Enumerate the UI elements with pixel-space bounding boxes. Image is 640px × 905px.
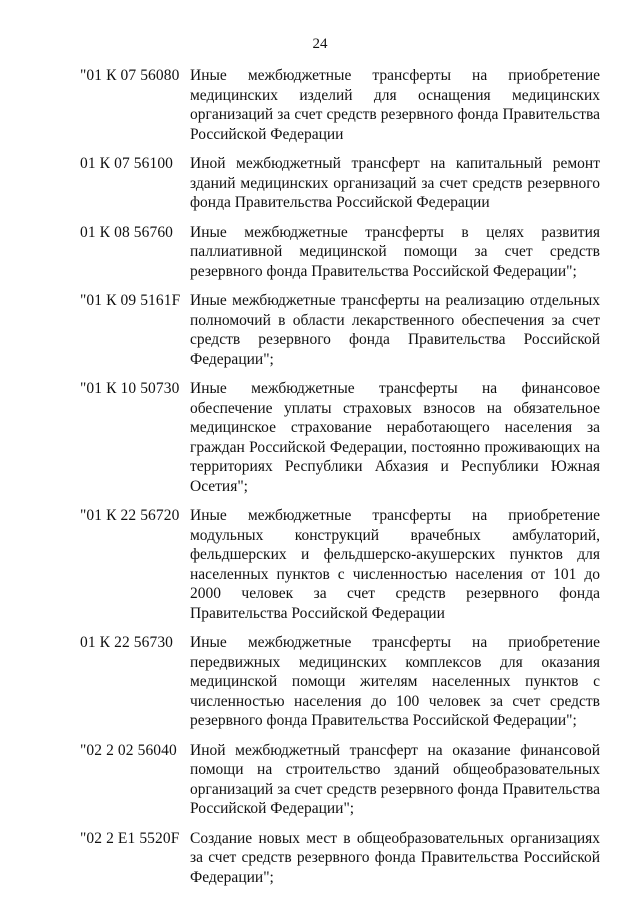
list-item: [80, 66, 600, 144]
list-item: [80, 506, 600, 623]
list-item: [80, 379, 600, 496]
budget-code: "01 К 10 50730: [80, 380, 180, 397]
budget-description: Иной межбюджетный трансферт на капитальный ремонт зданий медицинских организаций за счет средств резервного фонда Правительства Российской Федерации: [190, 155, 600, 211]
budget-description: Иные межбюджетные трансферты на приобретение модульных конструкций врачебных амбулаторий, фельдшерских и фельдшерско-акушерских пунктов для населенных пунктов с численностью населения от 101 до 2000 человек за счет средств резервного фонда Правительства Российской Федерации: [190, 507, 600, 622]
budget-code-list: [80, 66, 600, 897]
list-item: [80, 633, 600, 731]
budget-code: 01 К 07 56100: [80, 155, 174, 172]
budget-code: "01 К 22 56720: [80, 507, 180, 524]
list-item: [80, 291, 600, 369]
page-number: 24: [312, 36, 328, 52]
budget-description: Иные межбюджетные трансферты на приобретение передвижных медицинских комплексов для оказания медицинской помощи жителям населенных пунктов с численностью населения до 100 человек за счет средств резервного фонда Правительства Российской Федерации";: [190, 634, 600, 729]
budget-code: "01 К 07 56080: [80, 67, 180, 84]
budget-code: 01 К 22 56730: [80, 634, 174, 651]
list-item: [80, 223, 600, 282]
list-item: [80, 741, 600, 819]
budget-description: Иные межбюджетные трансферты на реализацию отдельных полномочий в области лекарственного обеспечения за счет средств резервного фонда Правительства Российской Федерации";: [190, 292, 600, 368]
list-item: [80, 154, 600, 213]
budget-description: Иные межбюджетные трансферты на финансовое обеспечение уплаты страховых взносов на обязательное медицинское страхование неработающего населения за граждан Российской Федерации, постоянно проживающих на территориях Республики Абхазия и Республики Южная Осетия";: [190, 380, 600, 495]
budget-code: "02 2 E1 5520F: [80, 829, 180, 847]
budget-description: Создание новых мест в общеобразовательных организациях за счет средств резервного фонда Правительства Российской Федерации";: [190, 829, 600, 886]
budget-code: 01 К 08 56760: [80, 223, 174, 241]
list-item: [80, 829, 600, 888]
budget-code: "02 2 02 56040: [80, 741, 177, 759]
budget-code: "01 К 09 5161F: [80, 292, 181, 309]
budget-description: Иные межбюджетные трансферты в целях развития паллиативной медицинской помощи за счет средств резервного фонда Правительства Российской Федерации";: [190, 223, 600, 280]
budget-description: Иные межбюджетные трансферты на приобретение медицинских изделий для оснащения медицинских организаций за счет средств резервного фонда Правительства Российской Федерации: [190, 67, 600, 143]
budget-description: Иной межбюджетный трансферт на оказание финансовой помощи на строительство зданий общеобразовательных организаций за счет средств резервного фонда Правительства Российской Федерации";: [190, 741, 600, 817]
